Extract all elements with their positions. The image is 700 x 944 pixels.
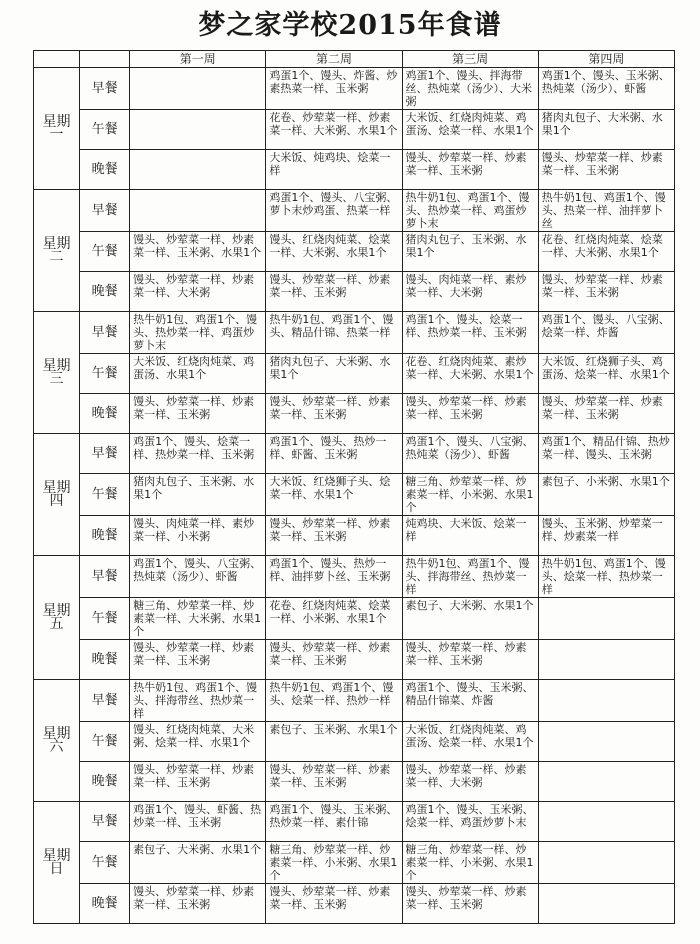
- menu-cell: 热牛奶1包、鸡蛋1个、馒头、精品什锦、热菜一样: [266, 312, 402, 354]
- table-row: [34, 474, 675, 516]
- menu-cell: 馒头、炒荤菜一样、炒素菜一样、玉米粥: [266, 884, 402, 924]
- menu-cell: 馒头、炒荤菜一样、炒素菜一样、玉米粥: [538, 394, 674, 434]
- meal-label: 早餐: [80, 312, 130, 354]
- menu-cell: 鸡蛋1个、精品什锦、热炒菜一样、馒头、玉米粥: [538, 434, 674, 474]
- table-row: [34, 598, 675, 640]
- week-header: 第三周: [402, 51, 538, 68]
- menu-cell: 鸡蛋1个、馒头、玉米粥、烩菜一样、鸡蛋炒萝卜末: [402, 802, 538, 842]
- menu-cell: 大米饭、红烧肉炖菜、鸡蛋汤、烩菜一样、水果1个: [402, 722, 538, 762]
- meal-label: 晚餐: [80, 640, 130, 680]
- menu-cell: [538, 842, 674, 884]
- menu-cell: 馒头、炒荤菜一样、炒素菜一样、玉米粥: [130, 762, 266, 802]
- menu-cell: 鸡蛋1个、馒头、热炒一样、油拌萝卜丝、玉米粥: [266, 556, 402, 598]
- menu-cell: 鸡蛋1个、馒头、炸酱、炒素热菜一样、玉米粥: [266, 68, 402, 110]
- menu-cell: 馒头、肉炖菜一样、素炒菜一样、大米粥: [402, 272, 538, 312]
- day-label: 星期日: [34, 802, 80, 924]
- menu-cell: 糖三角、炒荤菜一样、炒素菜一样、小米粥、水果1个: [402, 474, 538, 516]
- menu-cell: 馒头、炒荤菜一样、炒素菜一样、玉米粥: [538, 272, 674, 312]
- menu-cell: 馒头、炒荤菜一样、炒素菜一样、玉米粥: [402, 640, 538, 680]
- menu-cell: 馒头、玉米粥、炒荤菜一样、炒素菜一样: [538, 516, 674, 556]
- menu-cell: 糖三角、炒荤菜一样、炒素菜一样、大米粥、水果1个: [130, 598, 266, 640]
- table-row: [34, 556, 675, 598]
- menu-cell: 猪肉丸包子、玉米粥、水果1个: [130, 474, 266, 516]
- menu-cell: 馒头、炒荤菜一样、炒素菜一样、玉米粥: [266, 272, 402, 312]
- menu-cell: 猪肉丸包子、大米粥、水果1个: [266, 354, 402, 394]
- menu-cell: 馒头、炒荤菜一样、炒素菜一样、玉米粥: [266, 640, 402, 680]
- week-header: 第四周: [538, 51, 674, 68]
- menu-cell: [538, 884, 674, 924]
- menu-cell: 馒头、炒荤菜一样、炒素菜一样、玉米粥: [266, 762, 402, 802]
- menu-cell: 鸡蛋1个、馒头、八宝粥、萝卜末炒鸡蛋、热菜一样: [266, 190, 402, 232]
- menu-cell: 鸡蛋1个、馒头、玉米粥、精品什锦菜、炸酱: [402, 680, 538, 722]
- table-row: [34, 762, 675, 802]
- meal-label: 早餐: [80, 434, 130, 474]
- menu-cell: 鸡蛋1个、馒头、拌海带丝、热炖菜（汤少）、大米粥: [402, 68, 538, 110]
- table-row: [34, 190, 675, 232]
- menu-cell: 素包子、玉米粥、水果1个: [266, 722, 402, 762]
- meal-label: 午餐: [80, 722, 130, 762]
- menu-cell: 馒头、炒荤菜一样、炒素菜一样、大米粥: [402, 762, 538, 802]
- menu-cell: 馒头、红烧肉炖菜、烩菜一样、大米粥、水果1个: [266, 232, 402, 272]
- menu-cell: 猪肉丸包子、玉米粥、水果1个: [402, 232, 538, 272]
- day-label: 星期四: [34, 434, 80, 556]
- menu-cell: [130, 110, 266, 150]
- menu-cell: 大米饭、红烧狮子头、鸡蛋汤、烩菜一样、水果1个: [538, 354, 674, 394]
- menu-cell: 热牛奶1包、鸡蛋1个、馒头、拌海带丝、热炒菜一样: [130, 680, 266, 722]
- menu-cell: 鸡蛋1个、馒头、玉米粥、热炒菜一样、素什锦: [266, 802, 402, 842]
- menu-cell: 馒头、炒荤菜一样、炒素菜一样、玉米粥: [402, 394, 538, 434]
- day-label: 星期三: [34, 312, 80, 434]
- meal-label: 早餐: [80, 680, 130, 722]
- menu-cell: [130, 150, 266, 190]
- menu-cell: 馒头、炒荤菜一样、炒素菜一样、玉米粥: [130, 640, 266, 680]
- week-header: 第一周: [130, 51, 266, 68]
- meal-label: 午餐: [80, 354, 130, 394]
- meal-label: 晚餐: [80, 516, 130, 556]
- menu-cell: [538, 598, 674, 640]
- menu-cell: 素包子、大米粥、水果1个: [402, 598, 538, 640]
- menu-cell: 鸡蛋1个、馒头、八宝粥、烩菜一样、炸酱: [538, 312, 674, 354]
- week-header: 第二周: [266, 51, 402, 68]
- meal-label: 早餐: [80, 802, 130, 842]
- table-row: [34, 842, 675, 884]
- menu-cell: [538, 722, 674, 762]
- menu-cell: 糖三角、炒荤菜一样、炒素菜一样、小米粥、水果1个: [266, 842, 402, 884]
- header-corner-meal: [80, 51, 130, 68]
- table-row: [34, 354, 675, 394]
- menu-cell: 馒头、炒荤菜一样、炒素菜一样、玉米粥: [130, 884, 266, 924]
- day-label: 星期五: [34, 556, 80, 680]
- menu-cell: 大米饭、红烧肉炖菜、鸡蛋汤、水果1个: [130, 354, 266, 394]
- table-row: [34, 394, 675, 434]
- menu-cell: 馒头、炒荤菜一样、炒素菜一样、玉米粥: [130, 394, 266, 434]
- menu-cell: 鸡蛋1个、馒头、虾酱、热炒菜一样、玉米粥: [130, 802, 266, 842]
- table-row: [34, 884, 675, 924]
- menu-cell: 素包子、大米粥、水果1个: [130, 842, 266, 884]
- menu-table: [33, 50, 675, 924]
- meal-label: 午餐: [80, 598, 130, 640]
- menu-cell: 鸡蛋1个、馒头、玉米粥、热炖菜（汤少）、虾酱: [538, 68, 674, 110]
- menu-cell: [538, 802, 674, 842]
- meal-label: 晚餐: [80, 884, 130, 924]
- table-row: [34, 68, 675, 110]
- day-label: 星期六: [34, 680, 80, 802]
- table-row: [34, 640, 675, 680]
- menu-cell: 热牛奶1包、鸡蛋1个、馒头、热菜一样、油拌萝卜丝: [538, 190, 674, 232]
- day-label: 星期一: [34, 68, 80, 190]
- menu-cell: 馒头、红烧肉炖菜、大米粥、烩菜一样、水果1个: [130, 722, 266, 762]
- menu-cell: 馒头、炒荤菜一样、炒素菜一样、玉米粥、水果1个: [130, 232, 266, 272]
- page-title: 梦之家学校2015年食谱: [198, 10, 502, 41]
- meal-label: 午餐: [80, 474, 130, 516]
- day-label: 星期二: [34, 190, 80, 312]
- table-row: [34, 434, 675, 474]
- menu-cell: 馒头、炒荤菜一样、炒素菜一样、大米粥: [130, 272, 266, 312]
- menu-cell: 馒头、炒荤菜一样、炒素菜一样、玉米粥: [266, 516, 402, 556]
- menu-cell: 热牛奶1包、鸡蛋1个、馒头、热炒菜一样、鸡蛋炒萝卜末: [130, 312, 266, 354]
- table-row: [34, 312, 675, 354]
- menu-cell: 素包子、小米粥、水果1个: [538, 474, 674, 516]
- menu-cell: 花卷、红烧肉炖菜、烩菜一样、大米粥、水果1个: [538, 232, 674, 272]
- table-row: [34, 272, 675, 312]
- header-corner: [34, 51, 80, 68]
- menu-cell: 热牛奶1包、鸡蛋1个、馒头、烩菜一样、热炒一样: [266, 680, 402, 722]
- meal-label: 早餐: [80, 68, 130, 110]
- menu-cell: [130, 68, 266, 110]
- menu-cell: 馒头、炒荤菜一样、炒素菜一样、玉米粥: [402, 884, 538, 924]
- meal-label: 晚餐: [80, 762, 130, 802]
- menu-cell: 大米饭、炖鸡块、烩菜一样: [266, 150, 402, 190]
- menu-cell: 炖鸡块、大米饭、烩菜一样: [402, 516, 538, 556]
- menu-cell: 鸡蛋1个、馒头、热炒一样、虾酱、玉米粥: [266, 434, 402, 474]
- table-row: [34, 802, 675, 842]
- table-row: [34, 232, 675, 272]
- menu-cell: 花卷、红烧肉炖菜、烩菜一样、小米粥、水果1个: [266, 598, 402, 640]
- meal-label: 晚餐: [80, 272, 130, 312]
- menu-cell: 大米饭、红烧狮子头、烩菜一样、水果1个: [266, 474, 402, 516]
- table-row: [34, 110, 675, 150]
- menu-cell: 馒头、炒荤菜一样、炒素菜一样、玉米粥: [266, 394, 402, 434]
- table-row: [34, 722, 675, 762]
- menu-cell: 热牛奶1包、鸡蛋1个、馒头、拌海带丝、热炒菜一样: [402, 556, 538, 598]
- table-row: [34, 516, 675, 556]
- menu-cell: 花卷、炒荤菜一样、炒素菜一样、大米粥、水果1个: [266, 110, 402, 150]
- meal-label: 晚餐: [80, 394, 130, 434]
- menu-cell: 馒头、肉炖菜一样、素炒菜一样、小米粥: [130, 516, 266, 556]
- menu-cell: 猪肉丸包子、大米粥、水果1个: [538, 110, 674, 150]
- table-row: [34, 150, 675, 190]
- menu-cell: [538, 640, 674, 680]
- menu-cell: [130, 190, 266, 232]
- meal-label: 晚餐: [80, 150, 130, 190]
- menu-cell: 馒头、炒荤菜一样、炒素菜一样、玉米粥: [538, 150, 674, 190]
- menu-cell: 鸡蛋1个、馒头、八宝粥、热炖菜（汤少）、虾酱: [402, 434, 538, 474]
- menu-cell: 热牛奶1包、鸡蛋1个、馒头、烩菜一样、热炒菜一样: [538, 556, 674, 598]
- meal-label: 午餐: [80, 842, 130, 884]
- header-row: [34, 51, 675, 68]
- menu-cell: 鸡蛋1个、馒头、八宝粥、热炖菜（汤少）、虾酱: [130, 556, 266, 598]
- menu-cell: 鸡蛋1个、馒头、烩菜一样、热炒菜一样、玉米粥: [402, 312, 538, 354]
- menu-cell: 糖三角、炒荤菜一样、炒素菜一样、小米粥、水果1个: [402, 842, 538, 884]
- menu-cell: [538, 762, 674, 802]
- meal-label: 午餐: [80, 232, 130, 272]
- menu-cell: 鸡蛋1个、馒头、烩菜一样、热炒菜一样、玉米粥: [130, 434, 266, 474]
- menu-cell: [538, 680, 674, 722]
- menu-body: [34, 68, 675, 924]
- meal-label: 早餐: [80, 556, 130, 598]
- meal-label: 午餐: [80, 110, 130, 150]
- table-row: [34, 680, 675, 722]
- menu-cell: 花卷、红烧肉炖菜、素炒菜一样、大米粥、水果1个: [402, 354, 538, 394]
- menu-cell: 大米饭、红烧肉炖菜、鸡蛋汤、烩菜一样、水果1个: [402, 110, 538, 150]
- menu-cell: 热牛奶1包、鸡蛋1个、馒头、热炒菜一样、鸡蛋炒萝卜末: [402, 190, 538, 232]
- meal-label: 早餐: [80, 190, 130, 232]
- menu-cell: 馒头、炒荤菜一样、炒素菜一样、玉米粥: [402, 150, 538, 190]
